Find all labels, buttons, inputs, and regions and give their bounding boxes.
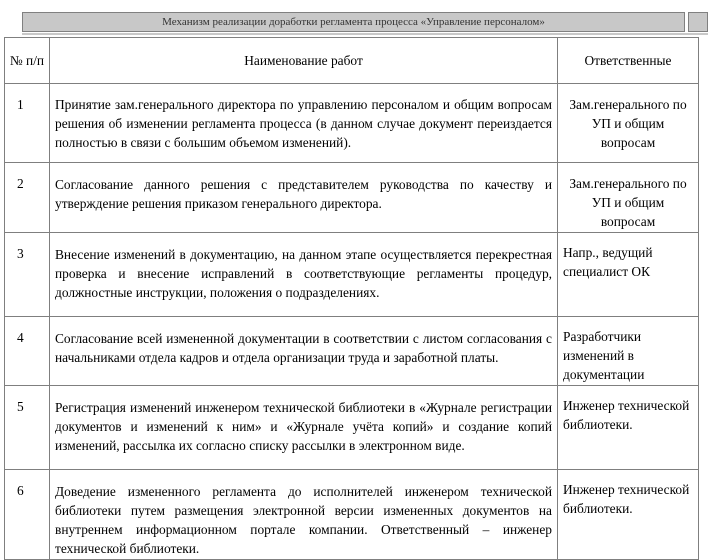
row-work: Принятие зам.генерального директора по управлению персоналом и общим вопросам решения об изменении регламента процесса (в данном случае документ переиздается полностью в связи с большим объемом изменений). [50,84,558,163]
row-number: 1 [5,84,50,163]
row-responsible: Зам.генерального по УП и общим вопросам [558,163,699,233]
table-row [5,386,699,470]
row-work: Доведение измененного регламента до исполнителей инженером технической библиотеки путем размещения электронной версии измененных документов на внутреннем информационном портале компании. Ответственный – инженер технической библиотеки. [50,470,558,560]
works-table [4,37,699,560]
title-corner-box [688,12,708,32]
row-work: Согласование данного решения с представителем руководства по качеству и утверждение решения приказом генерального директора. [50,163,558,233]
table-header-row [5,38,699,84]
row-number: 2 [5,163,50,233]
table-row [5,163,699,233]
table-row [5,233,699,317]
row-responsible: Инженер технической библиотеки. [558,386,699,470]
table-row [5,470,699,560]
row-responsible: Напр., ведущий специалист ОК [558,233,699,317]
row-work: Регистрация изменений инженером технической библиотеки в «Журнале регистрации документов и изменений к ним» и «Журнале учёта копий» и создание копий изменений, рассылка их согласно списку рассылки в электронном виде. [50,386,558,470]
header-responsible: Ответственные [558,38,699,84]
row-responsible: Разработчики изменений в документации [558,317,699,386]
row-work: Согласование всей измененной документации в соответствии с листом согласования с начальниками отдела кадров и отдела организации труда и заработной платы. [50,317,558,386]
row-responsible: Зам.генерального по УП и общим вопросам [558,84,699,163]
table-row [5,317,699,386]
header-work: Наименование работ [50,38,558,84]
row-number: 3 [5,233,50,317]
slide-title: Механизм реализации доработки регламента процесса «Управление персоналом» [162,16,545,28]
table-row [5,84,699,163]
row-number: 4 [5,317,50,386]
row-number: 6 [5,470,50,560]
row-work: Внесение изменений в документацию, на данном этапе осуществляется перекрестная проверка и внесение исправлений в соответствующие регламенты процедур, должностные инструкции, положения о подразделениях. [50,233,558,317]
row-number: 5 [5,386,50,470]
row-responsible: Инженер технической библиотеки. [558,470,699,560]
header-number: № п/п [5,38,50,84]
slide-title-bar [22,12,685,32]
title-underline [22,33,708,35]
